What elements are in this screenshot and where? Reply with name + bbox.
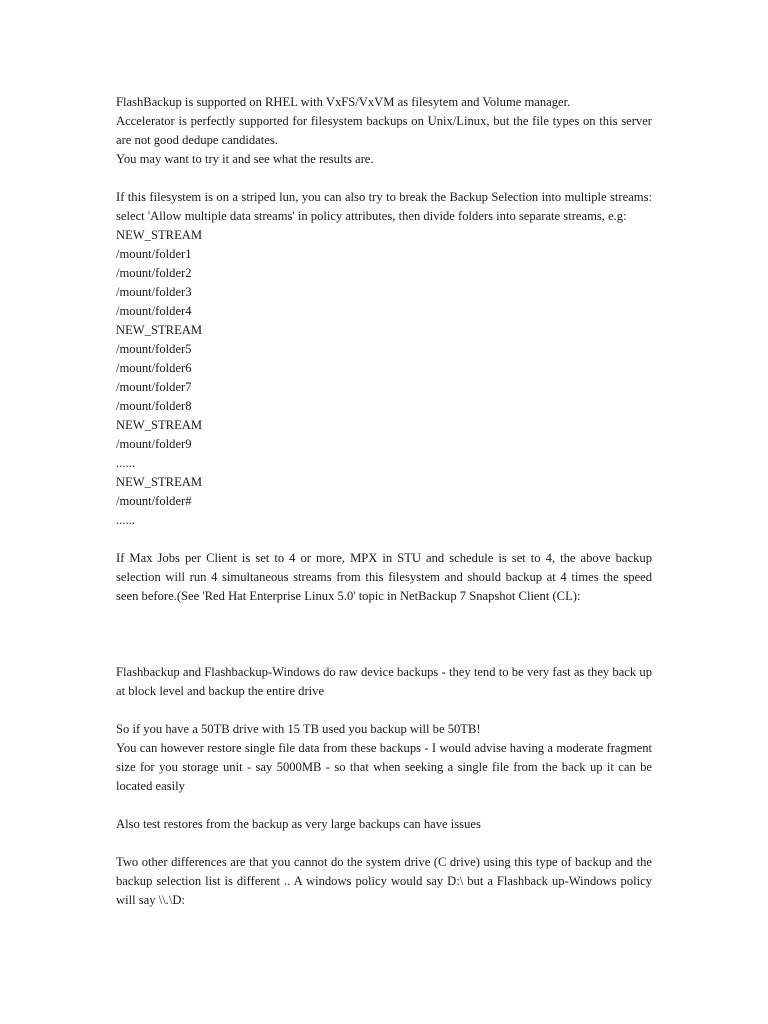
listing-line: NEW_STREAM [116,475,203,489]
spacer [116,701,652,720]
intro-line-1: FlashBackup is supported on RHEL with VxFS/VxVM as filesytem and Volume manager. [116,95,571,109]
spacer [116,169,652,188]
striped-lun-paragraph: If this filesystem is on a striped lun, you can also try to break the Backup Selection into multiple streams: select 'Allow multiple data streams' in policy attributes, then divide folders into separate streams, e.g: [116,190,652,223]
listing-line: /mount/folder# [116,494,192,508]
intro-line-2: Accelerator is perfectly supported for filesystem backups on Unix/Linux, but the file types on this server are not good dedupe candidates. [116,114,652,147]
differences-paragraph: Two other differences are that you cannot do the system drive (C drive) using this type of backup and the backup selection list is different .. A windows policy would say D:\ but a Flashback up-Windows policy will say \\.\D: [116,855,652,907]
test-restores-line: Also test restores from the backup as very large backups can have issues [116,817,481,831]
drive-size-line: So if you have a 50TB drive with 15 TB used you backup will be 50TB! [116,722,481,736]
listing-line: NEW_STREAM [116,323,203,337]
flashbackup-paragraph: Flashbackup and Flashbackup-Windows do raw device backups - they tend to be very fast as they back up at block level and backup the entire drive [116,665,652,698]
listing-line: NEW_STREAM [116,418,203,432]
stream-listing [116,226,652,530]
mpx-paragraph: If Max Jobs per Client is set to 4 or more, MPX in STU and schedule is set to 4, the above backup selection will run 4 simultaneous streams from this filesystem and should backup at 4 times the speed seen before.(See 'Red Hat Enterprise Linux 5.0' topic in NetBackup 7 Snapshot Client (CL): [116,551,652,603]
listing-line: ...... [116,513,135,527]
intro-line-3: You may want to try it and see what the results are. [116,152,374,166]
listing-line: /mount/folder3 [116,285,192,299]
listing-line: /mount/folder4 [116,304,192,318]
listing-line: ...... [116,456,135,470]
spacer [116,606,652,663]
listing-line: /mount/folder9 [116,437,192,451]
listing-line: /mount/folder1 [116,247,192,261]
listing-line: /mount/folder5 [116,342,192,356]
restore-paragraph: You can however restore single file data from these backups - I would advise having a moderate fragment size for you storage unit - say 5000MB - so that when seeking a single file from the back up it can be located easily [116,741,652,793]
listing-line: /mount/folder6 [116,361,192,375]
document-body [116,93,652,910]
listing-line: NEW_STREAM [116,228,203,242]
listing-line: /mount/folder2 [116,266,192,280]
spacer [116,834,652,853]
listing-line: /mount/folder7 [116,380,192,394]
spacer [116,530,652,549]
spacer [116,796,652,815]
listing-line: /mount/folder8 [116,399,192,413]
